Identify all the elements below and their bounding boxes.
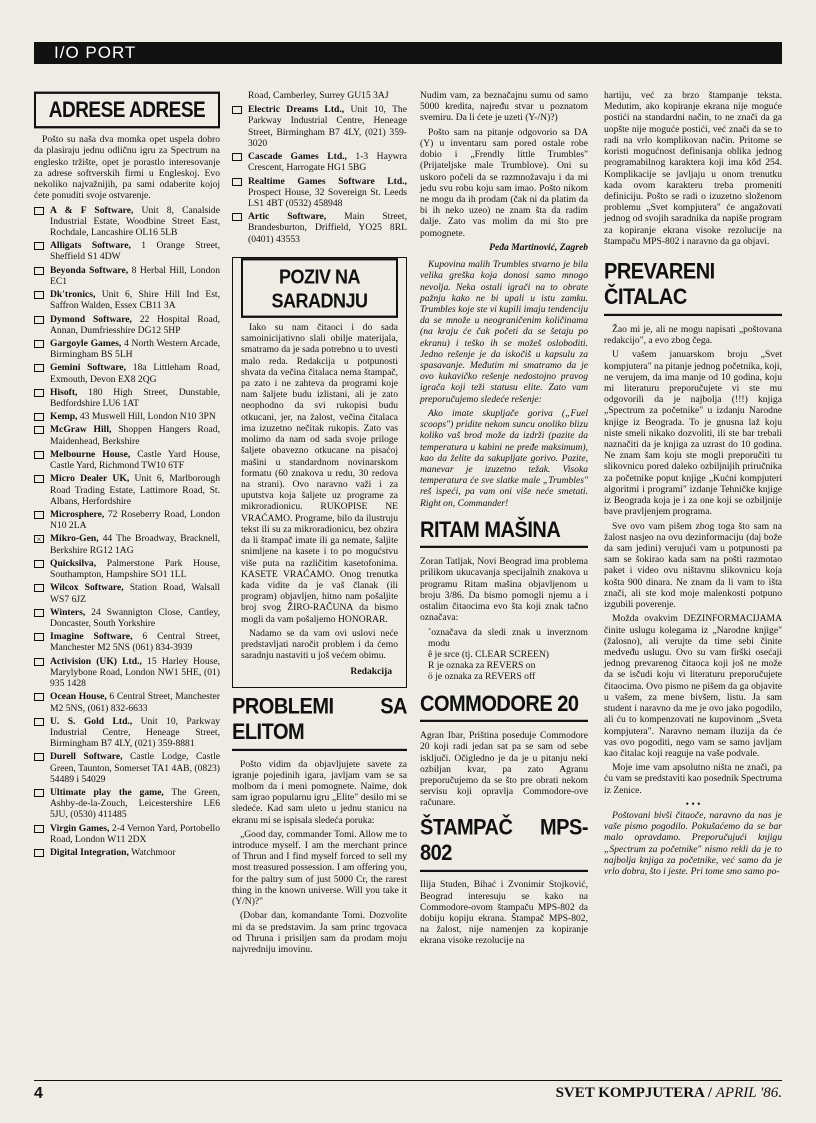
checkbox-icon xyxy=(34,207,44,215)
article-title-adrese: ADRESE ADRESE xyxy=(34,92,220,129)
company-address: 18a Littleham Road, Exmouth, Devon EX8 2QG xyxy=(50,362,220,385)
company-address: 8 Herbal Hill, London EC1 xyxy=(50,264,220,287)
checkbox-icon xyxy=(34,426,44,434)
address-text xyxy=(50,631,220,653)
address-text xyxy=(50,787,220,821)
company-address: 44 The Broadway, Bracknell, Berkshire RG12 1AG xyxy=(50,533,220,556)
address-text xyxy=(50,424,220,446)
company-name: Melbourne House, xyxy=(50,448,131,460)
column-4 xyxy=(604,90,782,880)
company-name: Ultimate play the game, xyxy=(50,787,164,799)
address-entry xyxy=(34,314,220,336)
address-text xyxy=(50,289,220,311)
company-address: 22 Hospital Road, Annan, Dumfriesshire DG12 5HP xyxy=(50,313,221,336)
company-address: Station Road, Walsall WS7 6JZ xyxy=(50,582,221,605)
address-text xyxy=(50,411,220,422)
company-name: Alligats Software, xyxy=(50,240,131,252)
checkbox-icon xyxy=(34,718,44,726)
checkbox-icon xyxy=(34,364,44,372)
address-entry xyxy=(232,104,407,149)
company-address: Castle Lodge, Castle Green, Taunton, Somerset TA1 4AB, (0823) 54489 i 54029 xyxy=(50,751,221,785)
address-text xyxy=(50,751,220,785)
company-name: Gargoyle Games, xyxy=(50,337,122,349)
address-entry xyxy=(34,411,220,422)
company-name: Kemp, xyxy=(50,411,78,423)
company-address: 180 High Street, Dunstable, Bedfordshire LU6 1AT xyxy=(50,386,220,410)
checkbox-icon xyxy=(232,213,242,221)
company-address: Unit 10, The Parkway Industrial Centre, Heneage Street, Birmingham B7 4LY, (021) 359-3020 xyxy=(248,104,407,149)
company-name: Hisoft, xyxy=(50,386,78,398)
address-entry xyxy=(34,716,220,750)
separator-dots: • • • xyxy=(685,798,701,810)
address-entry xyxy=(232,151,407,173)
address-text xyxy=(50,847,220,858)
address-entry xyxy=(34,240,220,262)
address-entry xyxy=(34,205,220,239)
column-1 xyxy=(34,90,220,860)
checkbox-icon xyxy=(34,242,44,250)
address-entry xyxy=(34,362,220,384)
company-address: The Green, Ashby-de-la-Zouch, Leicestershire LE6 5JU, (0530) 411485 xyxy=(50,787,220,821)
address-text xyxy=(50,533,220,555)
section-label: I/O PORT xyxy=(54,43,137,62)
article-title-prevareni: PREVARENI ČITALAC xyxy=(604,260,782,316)
elite-answer-2: Ako imate skupljače goriva („Fuel scoops") pridite nekom suncu onoliko blizu koliko vaš brod može da izdrži (pazite da temperatura u kabini ne pređe maksimum), kao da želite da sakupljate gorivo. Pazite, manevar je izuzetno težak. Visoka temperatura će sve slatke male „Trumbles" reš ispeći, pa vam oni više neće smetati. Right on, Commander! xyxy=(420,407,588,509)
address-text xyxy=(50,265,220,287)
address-text xyxy=(50,607,220,629)
address-entry xyxy=(34,265,220,287)
company-name: A & F Software, xyxy=(50,204,134,216)
elite-paragraph-1: Pošto vidim da objavljujete savete za igranje pojedinih igara, javljam vam se sa molbom da i meni pomognete. Naime, dok sam igrao popularnu igru „Elite" desilo mi se sledeće. Kad sam uleto u jednu stanicu na ekranu mi se ispisala sledeća poruka: xyxy=(232,758,407,826)
company-address: 43 Muswell Hill, London N10 3PN xyxy=(77,411,216,423)
company-address: 24 Swannigton Close, Cantley, Doncaster, South Yorkshire xyxy=(50,606,220,629)
company-name: Ocean House, xyxy=(50,691,107,703)
address-text xyxy=(50,656,220,690)
checkbox-icon xyxy=(34,753,44,761)
adrese-intro: Pošto su naša dva momka opet uspela dobro da plasiraju jednu odličnu igru za Spectrum na englesko tržište, opet je porastlo interesovanje za adrese softverskih firmi u Engleskoj. Evo nekoliko najvažnijih, pa sami odaberite kojoj ćete ponuditi svoje ostvarenje. xyxy=(34,134,220,202)
address-entry xyxy=(34,823,220,845)
checkbox-icon xyxy=(34,825,44,833)
prevareni-answer: Poštovani bivši čitaoče, naravno da nas je vaše pismo pogodilo. Pokušaćemo da se bar malo opravdamo. Preporučujući knjigu „Spectrum za početnike" nismo rekli da je to najbolja knjiga za početnike, već samo da je vrlo dobra, što i jeste. Pri tome smo samo po- xyxy=(604,810,782,878)
checkbox-icon xyxy=(34,609,44,617)
checkbox-icon xyxy=(34,511,44,519)
checkbox-icon xyxy=(232,178,242,186)
company-address: Unit 10, Parkway Industrial Centre, Heneage Street, Birmingham B7 4LY, (021) 359-8881 xyxy=(50,715,220,750)
footer-separator: / xyxy=(704,1085,716,1101)
elite-signature: Peđa Martinović, Zagreb xyxy=(489,241,588,253)
company-address: Unit 8, Canalside Industrial Estate, Woodbine Street East, Rochdale, Lancashire OL16 5LB xyxy=(50,204,220,238)
address-list-continued xyxy=(232,104,407,245)
elite-paragraph-3: (Dobar dan, komandante Tomi. Dozvolite mi da se predstavim. Ja sam princ trgovaca od Thruna i prisiljen sam da prodam moju najvredniju imovinu. xyxy=(232,910,407,955)
magazine-name: SVET KOMPJUTERA xyxy=(555,1085,705,1101)
page-number: 4 xyxy=(34,1085,43,1102)
company-address: Palmerstone Park House, Southampton, Hampshire SO1 1LL xyxy=(50,557,220,581)
company-name: Microsphere, xyxy=(50,509,105,520)
address-entry xyxy=(34,656,220,690)
checkbox-icon xyxy=(34,658,44,666)
company-address: Unit 6, Shire Hill Ind Est, Saffron Walden, Essex CB11 3A xyxy=(50,289,220,312)
address-entry xyxy=(34,787,220,821)
mps-continuation: hartiju, već za brzo štampanje teksta. Medutim, ako kopiranje ekrana nije moguće postići na standardni način, to ne znači da ga uopšte nije moguće postići, već znači da se to radi na vrlo komplikovan način. Pritome se koristi mogućnost definisanja oblika jednog programabilnog karaktera koji ima kôd 254. Komplikacije se javljaju u onom trenutku kada ovom karakteru treba promeniti definiciju. Pošto se radi o izuzetno složenom problemu „Svet kompjutera" će angažovati jednog od svojih saradnika da napiše program za kopiranje ekrana visoke rezolucije na štampaču MPS-802 i naravno da ga objavi. xyxy=(604,90,782,247)
address-entry xyxy=(232,176,407,210)
column-2 xyxy=(232,90,407,958)
address-entry xyxy=(34,289,220,311)
address-text xyxy=(50,691,220,713)
company-name: U. S. Gold Ltd., xyxy=(50,715,133,727)
company-name: Winters, xyxy=(50,606,86,618)
ritam-code-list xyxy=(420,627,588,683)
address-entry xyxy=(34,387,220,409)
company-address: Shoppen Hangers Road, Maidenhead, Berkshire xyxy=(50,424,221,447)
company-name: Wilcox Software, xyxy=(50,582,124,594)
address-text xyxy=(50,240,220,262)
checkbox-icon xyxy=(34,389,44,397)
company-name: Electric Dreams Ltd., xyxy=(248,104,345,116)
issue-date: APRIL '86. xyxy=(715,1085,782,1101)
company-address: Main Street, Brandesburton, Driffield, YO25 8RL (0401) 43553 xyxy=(248,211,407,245)
address-continuation: Road, Camberley, Surrey GU15 3AJ xyxy=(248,90,389,101)
address-text xyxy=(248,211,407,245)
checkbox-icon xyxy=(34,475,44,483)
address-text xyxy=(50,362,220,384)
address-entry xyxy=(232,211,407,245)
address-entry xyxy=(34,558,220,580)
checkbox-icon xyxy=(34,560,44,568)
company-name: Imagine Software, xyxy=(50,631,133,643)
company-address: 6 Central Street, Manchester M2 5NS (061) 834-3939 xyxy=(50,631,221,654)
address-entry xyxy=(34,509,220,531)
company-name: Artic Software, xyxy=(248,211,327,223)
checkbox-icon xyxy=(34,584,44,592)
ritam-code-item: ê je srce (tj. CLEAR SCREEN) xyxy=(428,649,549,661)
prevareni-paragraph-3: Sve ovo vam pišem zbog toga što sam na žalost nasjeo na ovu dezinformaciju (daj bože da sam jedini) verujući vam u potpunosti pa sam se šokirao kada sam na pošti razmotao paket i video ovu ništavnu slikovnicu koja košta 900 dinara. Ne znam da li vam to išta znači, ali ste kod moje malenkosti potpuno izgubili poverenje. xyxy=(604,520,782,611)
company-name: Activision (UK) Ltd., xyxy=(50,655,142,667)
company-address: Castle Yard House, Castle Yard, Richmond TW10 6TF xyxy=(50,448,220,472)
address-entry xyxy=(34,847,220,858)
company-address: 4 North Western Arcade, Birmingham BS 5LH xyxy=(50,337,221,361)
company-name: McGraw Hill, xyxy=(50,424,112,436)
column-3 xyxy=(420,90,588,950)
checkbox-icon xyxy=(232,153,242,161)
checkbox-icon: × xyxy=(34,535,44,543)
address-text xyxy=(50,338,220,360)
company-name: Quicksilva, xyxy=(50,557,97,569)
poziv-text-2: Nadamo se da vam ovi uslovi neće predstavljati naročit problem i da ćemo saradnju nastaviti u još većem obimu. xyxy=(241,627,398,662)
prevareni-paragraph-5: Moje ime vam apsolutno ništa ne znači, pa ću vam se predstaviti kao posednik Spectruma iz Zenice. xyxy=(604,762,782,796)
company-address: 2-4 Vernon Yard, Portobello Road, London W11 2DX xyxy=(50,822,220,845)
address-text xyxy=(50,449,220,471)
address-text xyxy=(50,205,220,239)
address-list xyxy=(34,205,220,859)
address-text xyxy=(50,473,220,507)
article-title-commodore: COMMODORE 20 xyxy=(420,692,588,722)
company-name: Micro Dealer UK, xyxy=(50,473,130,485)
checkbox-icon xyxy=(34,340,44,348)
address-text xyxy=(50,387,220,409)
magazine-footer xyxy=(556,1085,782,1102)
address-text xyxy=(50,582,220,604)
address-text xyxy=(50,823,220,845)
checkbox-icon xyxy=(34,267,44,275)
address-entry xyxy=(34,631,220,653)
ritam-text: Zoran Tatljak, Novi Beograd ima problema prilikom ukucavanja specijalnih znakova u programu Ritam mašina objavljenom u broju 3/86. Da bismo pomogli njemu a i ostalim čitaocima evo šta koji znak tačno označava: xyxy=(420,556,588,624)
company-name: Virgin Games, xyxy=(50,822,110,834)
prevareni-paragraph-2: U vašem januarskom broju „Svet kompjutera" na pitanje jednog početnika, koji, ne verujem, da ima manje od 10 godina, koju mi literaturu preporučujete vi ste mu odgovorili da je najbolja (!!!) knjiga „Spectrum za početnike" u izdanju Narodne knjige iz Beograda. To je gnusna laž koju niste smeli nikako dozvoliti, ili ste bar trebali naznačiti da je knjiga za uzrast do 10 godina. Ne znam šam koju ste mogli preporučiti tu slikovnicu pored daleko ozbiljnijih priručnika za početnike poput knjige „Kućni kompjuteri algoritmi i programi" izdanje Tehničke knjige iz Beograda koja je i za one koji se ozbiljnije bave pravljenjem programa. xyxy=(604,349,782,518)
prevareni-paragraph-4: Možda ovakvim DEZINFORMACIJAMA činite uslugu kolegama iz „Narodne knjige" (žalosno), ali verujte da time sebi činite medveđu uslugu. Ovo su vam firški osećaji jednog prevarenog čitaoca koji još ne može da se isčudi koju vi literaturu preporučujete čitaocima. Ovo pismo ne pišem da ga objavite u vašem, za mene bivšem, listu. Ja sam student i naravno da me je ovo jako pogodilo, ali ću to kompenzovati ne kupovinom „Sveta kompjutera". Naravno nemam iluzija da će vas ovo pogoditi, nego vam se samo javljam kao čitalac koji reaguje na vaše podvale. xyxy=(604,613,782,759)
address-entry xyxy=(34,751,220,785)
checkbox-icon xyxy=(34,633,44,641)
company-address: 1-3 Haywra Crescent, Harrogate HG1 5BG xyxy=(248,151,408,174)
elite-answer: Kupovina malih Trumbles stvarno je bila velika greška koja donosi samo mnogo nevolja. Neka ostali igrači na to obrate pažnju kako ne bi upali u istu zamku. Trumbles koje ste vi kupili imaju tendenciju da se množe u neograničenim količinama (na kraju će čak početi da se šetaju po ekranu) i teško ih se možeš osloboditi. Jedno rešenje je da iskočiš u kapsulu za spasavanje. Međutim mi smatramo da je ovo kukavičko rešenje nedostojno pravog igrača koji teži statusu elite. Zato vam preporučujemo sledeće rešenje: xyxy=(420,259,588,405)
section-header-bar xyxy=(34,42,782,64)
article-title-ritam: RITAM MAŠINA xyxy=(420,518,588,548)
address-text xyxy=(50,509,220,531)
address-text xyxy=(248,176,407,210)
company-name: Durell Software, xyxy=(50,751,123,763)
company-address: 6 Central Street, Manchester M2 5NS, (061) 832-6633 xyxy=(50,691,220,714)
company-address: 15 Harley House, Marylybone Road, London NW1 5HE, (01) 935 1428 xyxy=(50,655,220,690)
address-entry xyxy=(34,473,220,507)
company-address: 72 Roseberry Road, London N10 2LA xyxy=(50,509,220,532)
elite-continuation: Nudim vam, za beznačajnu sumu od samo 5000 kredita, najređu stvar u poznatom svemiru. Da li ćete je uzeti (Y-/N)?) xyxy=(420,90,588,124)
article-title-elite: PROBLEMI SA ELITOM xyxy=(232,695,407,751)
footer-rule xyxy=(34,1080,782,1081)
article-title-poziv: POZIV NA SARADNJU xyxy=(241,258,398,318)
company-name: Mikro-Gen, xyxy=(50,533,99,545)
prevareni-paragraph-1: Žao mi je, ali ne mogu napisati „poštovana redakcijo", a evo zbog čega. xyxy=(604,323,782,347)
poziv-box xyxy=(232,257,407,688)
address-entry xyxy=(34,338,220,360)
address-text xyxy=(248,151,407,173)
elite-paragraph-2: „Good day, commander Tomi. Allow me to introduce myself. I am the merchant prince of Thrun and I find myself forced to sell my most treasured possession. I am offering you, for the paltry sum of just 5000 Cr, the rarest thing in the known universe. Will you take it (Y/N)?" xyxy=(232,828,407,908)
checkbox-icon xyxy=(232,106,242,114)
checkbox-icon xyxy=(34,693,44,701)
checkbox-icon xyxy=(34,451,44,459)
address-entry xyxy=(34,424,220,446)
address-entry xyxy=(34,582,220,604)
elite-paragraph-4: Pošto sam na pitanje odgovorio sa DA (Y) u inventaru sam pored ostale robe dobio i „Frendly little Trumbles" (Prijateljske male Trumblove). Oni su uskoro počeli da se razmnožavaju i da mi jedu svu robu koju sam imao. Pošto nikom ne mogu da ih prodam (čak ni da platim da bi ih neko uzeo) ne znam šta da radim dalje. Zato vas molim da mi što pre pomognete. xyxy=(420,126,588,239)
company-name: Dymond Software, xyxy=(50,313,132,325)
company-address: Unit 6, Marlborough Road Trading Estate, Lattimore Road, St. Albans, Herfordshire xyxy=(50,473,220,507)
address-text xyxy=(50,716,220,750)
checkbox-icon xyxy=(34,789,44,797)
poziv-text: Iako su nam čitaoci i do sada samoinicijativno slali obilje materijala, smatramo da je sada potrebno u to uvesti malo reda. Redakcija u potpunosti shvata da večina čitalaca nema štampač, pa zato i ne zahteva da programi koje nam šaljete budu izlistani, ali je zato neophodno da svi rukopisi budu otkucani, jer, na žalost, večina čitalaca ima izuzetno nečitak rukopis. Zato vas molimo da nam od sada svoje priloge šaljete obavezno otkucane na pisaćoj mašini u standardnom novinarskom formatu (60 znakova u redu, 30 redova na strani). Ovo naravno važi i za uputstva koja šaljete uz programe za mikroradionicu. RUKOPISE NE VRAĆAMO. Programe, bilo da ilustruju tekst ili su za mikroradionicu, bez obzira da li štampač imate ili ga nemate, šaljite snimljene na kasete i to po mogućstvu više puta na različitim kasetofonima. KASETE VRAĆAMO. Onog trenutka kada vidite da je vaš članak (ili program) objavljen, hitno nam pošaljite broj svog ŽIRO-RAČUNA da bismo mogli da vam pošaljemo HONORAR. xyxy=(241,321,398,625)
checkbox-icon xyxy=(34,291,44,299)
company-address: Watchmoor xyxy=(128,847,176,859)
company-address: Prospect House, 32 Sovereign St. Leeds LS1 4BT (0532) 458948 xyxy=(248,186,407,209)
company-name: Cascade Games Ltd., xyxy=(248,151,347,163)
address-entry xyxy=(34,449,220,471)
mps-text: Ilija Studen, Bihać i Zvonimir Stojković, Beograd interesuju se kako na Commodore-ovom štampaču MPS-802 da dobiju kopiju ekrana. Štampač MPS-802, na žalost, nije namenjen za kopiranje ekrana visoke rezolucije na xyxy=(420,879,588,947)
address-text xyxy=(50,314,220,336)
address-text xyxy=(50,558,220,580)
address-entry xyxy=(34,533,220,555)
company-name: Realtime Games Software Ltd., xyxy=(248,175,407,187)
company-name: Gemini Software, xyxy=(50,362,127,374)
poziv-signature: Redakcija xyxy=(350,665,392,677)
address-entry xyxy=(34,607,220,629)
checkbox-icon xyxy=(34,316,44,324)
company-name: Beyonda Software, xyxy=(50,264,129,276)
commodore-text: Agran Ibar, Priština poseduje Commodore 20 koji radi jedan sat pa se sam od sebe isključi. Očigledno je da je u pitanju neki ozbiljan kvar, pa zato Agranu preporučujemo da se što pre obrati nekom servisu koji opravlja Commodore-ove računare. xyxy=(420,730,588,809)
ritam-code-item: R je oznaka za REVERS on xyxy=(428,660,536,672)
company-address: 1 Orange Street, Sheffield S1 4DW xyxy=(50,240,220,263)
address-entry xyxy=(34,691,220,713)
ritam-code-item: ˚označava da sledi znak u inverznom modu xyxy=(428,626,588,649)
company-name: Digital Integration, xyxy=(50,847,129,859)
company-name: Dk'tronics, xyxy=(50,289,96,301)
checkbox-icon xyxy=(34,413,44,421)
address-text xyxy=(248,104,407,149)
ritam-code-item: ö je oznaka za REVERS off xyxy=(428,671,536,683)
checkbox-icon xyxy=(34,849,44,857)
article-title-mps: ŠTAMPAČ MPS-802 xyxy=(420,816,588,872)
